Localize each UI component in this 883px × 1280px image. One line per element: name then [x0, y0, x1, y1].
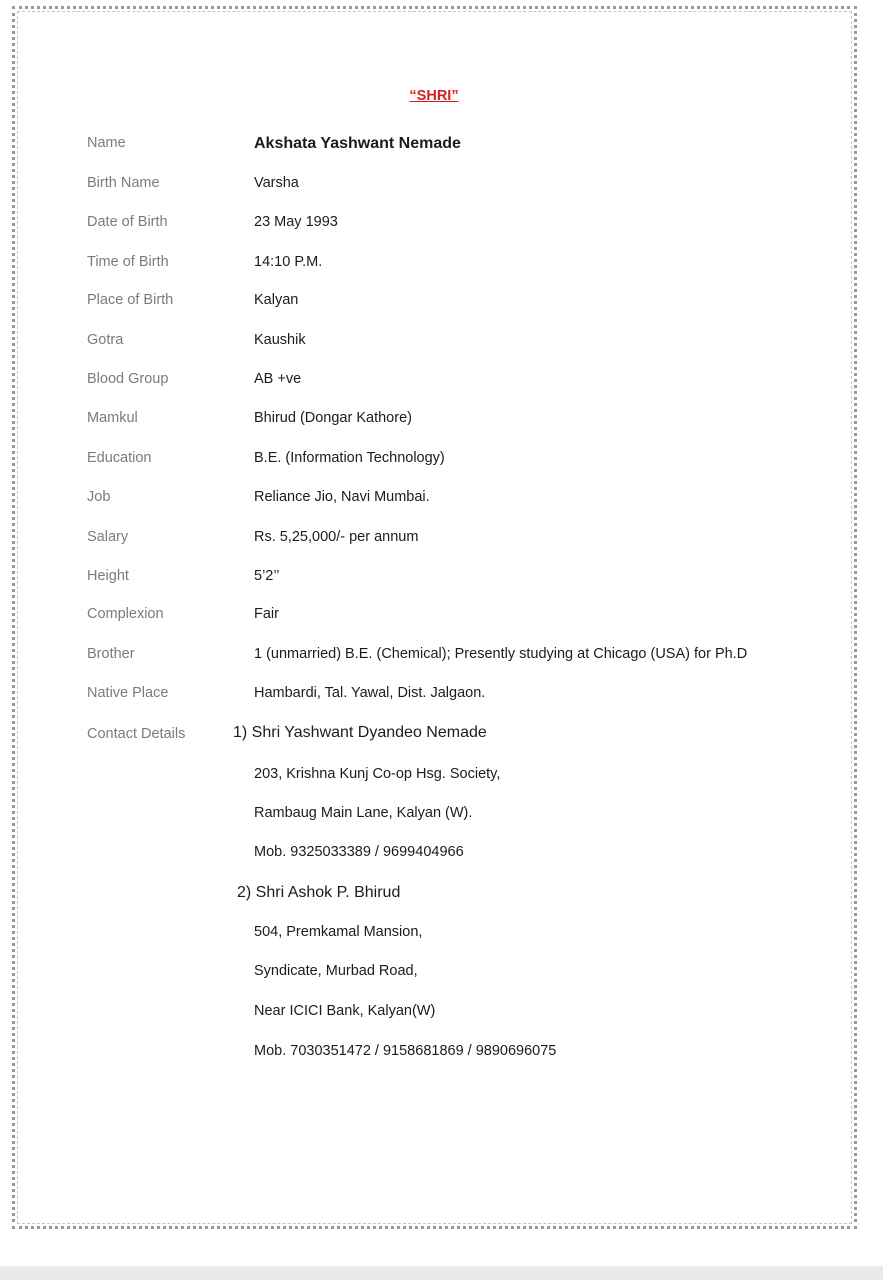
field-education: [0, 450, 883, 470]
field-value: Bhirud (Dongar Kathore): [254, 410, 412, 426]
contact-line: 504, Premkamal Mansion,: [254, 924, 423, 940]
field-label: Brother: [87, 646, 135, 662]
field-value: Reliance Jio, Navi Mumbai.: [254, 489, 430, 505]
contact-1-name: 1) Shri Yashwant Dyandeo Nemade: [233, 724, 487, 741]
field-value: 14:10 P.M.: [254, 254, 323, 270]
field-time-of-birth: [0, 254, 883, 274]
field-salary: [0, 529, 883, 549]
field-place-of-birth: [0, 292, 883, 312]
contact-1-mobile: [0, 844, 883, 864]
contact-2-address-line: [0, 924, 883, 944]
field-native-place: [0, 685, 883, 705]
field-label: Job: [87, 489, 111, 505]
field-value: AB +ve: [254, 371, 302, 387]
contact-2: [0, 884, 883, 904]
document-heading: “SHRI”: [409, 88, 459, 104]
field-label: Native Place: [87, 685, 169, 701]
field-value: Rs. 5,25,000/- per annum: [254, 529, 419, 545]
field-name: [0, 135, 883, 155]
contact-line: Near ICICI Bank, Kalyan(W): [254, 1003, 436, 1019]
field-date-of-birth: [0, 214, 883, 234]
field-value: Kaushik: [254, 332, 306, 348]
contact-line: Syndicate, Murbad Road,: [254, 963, 418, 979]
contact-1-address-line: [0, 766, 883, 786]
viewer-bottom-strip: [0, 1266, 883, 1280]
field-brother: [0, 646, 883, 666]
field-gotra: [0, 332, 883, 352]
field-label: Salary: [87, 529, 129, 545]
contact-details: [0, 724, 883, 744]
field-blood-group: [0, 371, 883, 391]
field-value: Hambardi, Tal. Yawal, Dist. Jalgaon.: [254, 685, 486, 701]
field-value: 1 (unmarried) B.E. (Chemical); Presently studying at Chicago (USA) for Ph.D: [254, 646, 748, 662]
contact-2-address-line: [0, 1003, 883, 1023]
contact-2-name: 2) Shri Ashok P. Bhirud: [237, 884, 401, 901]
field-label: Mamkul: [87, 410, 138, 426]
field-label: Date of Birth: [87, 214, 168, 230]
field-value: B.E. (Information Technology): [254, 450, 445, 466]
field-value: 5’2’’: [254, 568, 280, 584]
contact-line: Rambaug Main Lane, Kalyan (W).: [254, 805, 473, 821]
contact-2-mobile: [0, 1043, 883, 1063]
field-value: Kalyan: [254, 292, 299, 308]
contact-line: Mob. 7030351472 / 9158681869 / 9890696075: [254, 1043, 557, 1059]
field-mamkul: [0, 410, 883, 430]
contact-line: Mob. 9325033389 / 9699404966: [254, 844, 464, 860]
field-label: Complexion: [87, 606, 164, 622]
field-label: Time of Birth: [87, 254, 169, 270]
field-complexion: [0, 606, 883, 626]
field-job: [0, 489, 883, 509]
field-label: Height: [87, 568, 129, 584]
field-label: Birth Name: [87, 175, 160, 191]
contact-1-address-line: [0, 805, 883, 825]
field-value: 23 May 1993: [254, 214, 338, 230]
field-height: [0, 568, 883, 588]
field-label: Contact Details: [87, 726, 186, 742]
field-label: Education: [87, 450, 152, 466]
contact-line: 203, Krishna Kunj Co-op Hsg. Society,: [254, 766, 501, 782]
field-label: Place of Birth: [87, 292, 174, 308]
field-value: Fair: [254, 606, 279, 622]
field-label: Gotra: [87, 332, 124, 348]
field-value: Varsha: [254, 175, 299, 191]
field-label: Name: [87, 135, 126, 151]
field-label: Blood Group: [87, 371, 169, 387]
contact-2-address-line: [0, 963, 883, 983]
field-birth-name: [0, 175, 883, 195]
field-value-name: Akshata Yashwant Nemade: [254, 135, 461, 152]
